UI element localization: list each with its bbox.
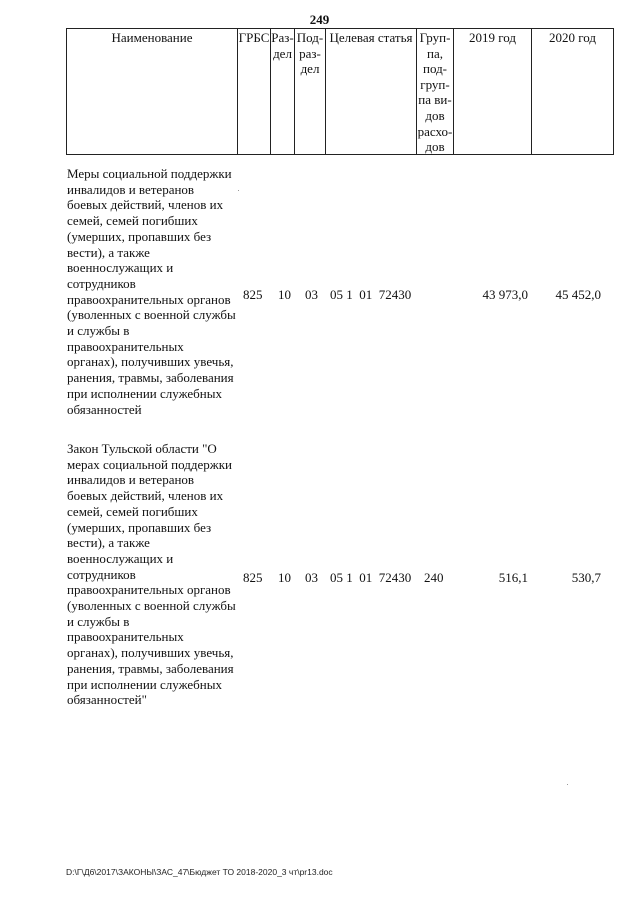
table-row-1-grbs: 825 [243,287,263,302]
page-number: 249 [309,12,330,27]
header-razdel: Раз- дел [271,29,295,154]
table-row-1-2019: 43 973,0 [482,287,528,302]
table-row-2-grbs: 825 [243,570,263,585]
table-row-1-name: Меры социальной поддержки инвалидов и ветеранов боевых действий, членов их семей, семей погибших (умерших, пропавших без вести), а также военнослужащих и сотрудников правоохранительных органов (уволенных с военной службы и службы в правоохранительных органах), получивших увечья, ранения, травмы, заболевания при исполнении служебных обязанностей [67,166,236,417]
table-row-1-celevaya: 05 1 01 72430 [330,287,412,302]
header-grbs: ГРБС [238,29,271,154]
table-row-1-razdel: 10 [278,287,291,302]
table-row-1-podrazdel: 03 [305,287,318,302]
table-row-2-podrazdel: 03 [305,570,318,585]
header-name: Наименование [67,29,238,154]
table-row-2-group: 240 [424,570,444,585]
scan-speck [238,190,239,191]
header-podrazdel: Под- раз- дел [295,29,326,154]
header-2019: 2019 год [454,29,532,154]
file-path-footer: D:\Г\Д6\2017\ЗАКОНЫ\ЗАС_47\Бюджет ТО 2018-2020_3 чт\pr13.doc [66,867,333,877]
table-row-2-celevaya: 05 1 01 72430 [330,570,412,585]
scan-speck [567,784,568,785]
header-celevaya: Целевая статья [326,29,417,154]
header-2020: 2020 год [549,30,596,45]
table-row-2-razdel: 10 [278,570,291,585]
table-row-1-2020: 45 452,0 [555,287,601,302]
table-row-2-2019: 516,1 [498,570,528,585]
table-row-2-2020: 530,7 [571,570,601,585]
header-group: Груп- па, под- груп- па ви- дов расхо- дов [417,30,453,154]
table-header [66,28,614,155]
table-row-2-name: Закон Тульской области "О мерах социальной поддержки инвалидов и ветеранов боевых действий, членов их семей, семей погибших (умерших, пропавших без вести), а также военнослужащих и сотрудников правоохранительных органов (уволенных с военной службы и службы в правоохранительных органах), получивших увечья, ранения, травмы, заболевания при исполнении служебных обязанностей" [67,441,236,708]
